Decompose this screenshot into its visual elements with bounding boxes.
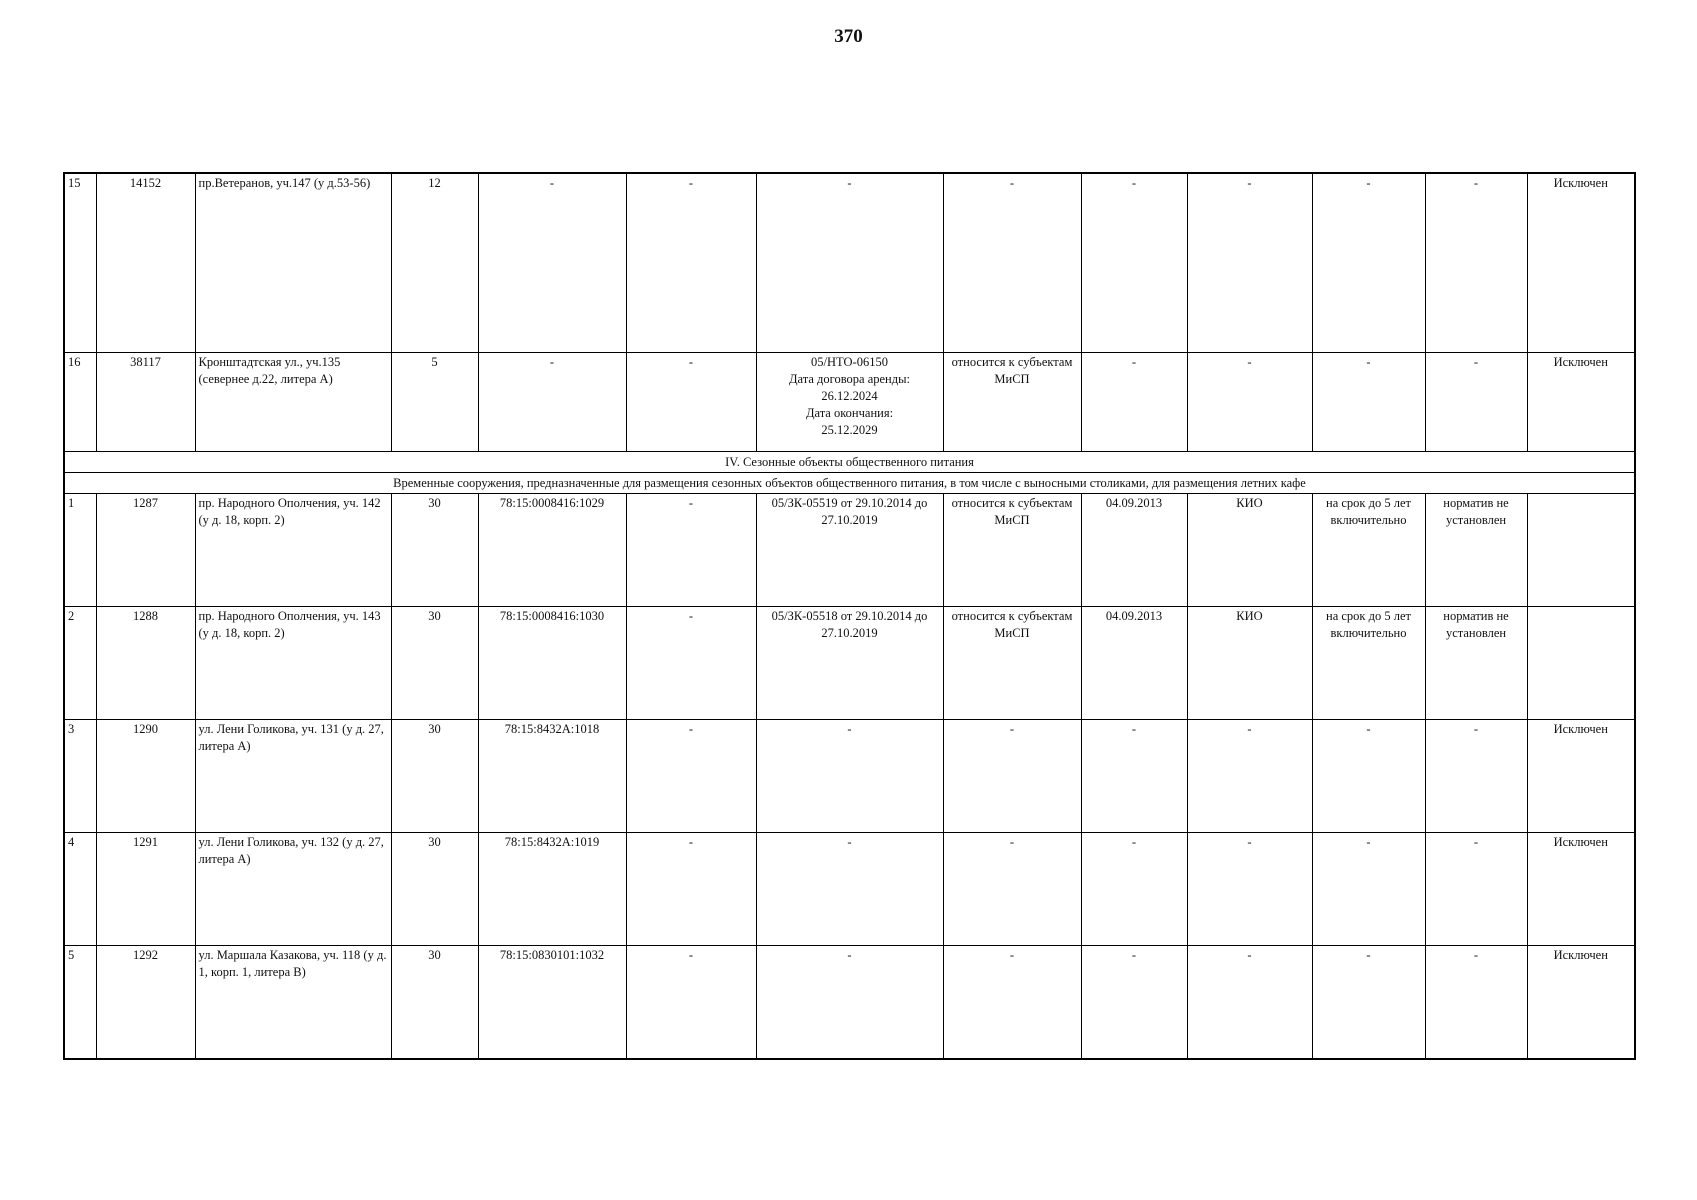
cadastral-number-cell: - [478,353,626,452]
norm-cell: - [1425,353,1527,452]
address-cell: пр. Народного Ополчения, уч. 143 (у д. 18, корп. 2) [195,607,391,720]
object-id-cell: 1290 [96,720,195,833]
column-5-cell: - [626,494,756,607]
row-number-cell: 2 [64,607,96,720]
table-row [64,946,1635,1060]
contract-line: 05/НТО-06150 [811,355,888,369]
contract-info-cell [756,607,943,720]
column-5-cell: - [626,946,756,1060]
contract-line: - [847,948,852,962]
contract-line: 25.12.2029 [821,423,878,437]
smsp-status-cell: - [943,946,1081,1060]
term-cell: на срок до 5 лет включительно [1312,607,1425,720]
object-id-cell: 38117 [96,353,195,452]
table-row [64,607,1635,720]
date-cell: - [1081,946,1187,1060]
cadastral-number-cell: 78:15:8432А:1019 [478,833,626,946]
norm-cell: - [1425,833,1527,946]
address-cell: пр. Народного Ополчения, уч. 142 (у д. 18, корп. 2) [195,494,391,607]
area-cell: 30 [391,494,478,607]
date-cell: 04.09.2013 [1081,607,1187,720]
column-5-cell: - [626,607,756,720]
row-number-cell: 16 [64,353,96,452]
section-header [64,452,1635,494]
smsp-status-cell: относится к субъектам МиСП [943,494,1081,607]
area-cell: 30 [391,607,478,720]
column-5-cell: - [626,353,756,452]
organization-cell: - [1187,720,1312,833]
norm-cell: норматив не установлен [1425,494,1527,607]
column-5-cell: - [626,720,756,833]
date-cell: - [1081,720,1187,833]
contract-info-cell [756,720,943,833]
column-5-cell: - [626,173,756,353]
norm-cell: - [1425,720,1527,833]
address-cell: Кронштадтская ул., уч.135 (севернее д.22, литера А) [195,353,391,452]
term-cell: на срок до 5 лет включительно [1312,494,1425,607]
row-number-cell: 3 [64,720,96,833]
date-cell: 04.09.2013 [1081,494,1187,607]
smsp-status-cell: - [943,720,1081,833]
contract-line: Дата договора аренды: [789,372,910,386]
area-cell: 30 [391,833,478,946]
organization-cell: - [1187,353,1312,452]
contract-info-cell [756,494,943,607]
cadastral-number-cell: 78:15:8432А:1018 [478,720,626,833]
object-id-cell: 1292 [96,946,195,1060]
smsp-status-cell: - [943,833,1081,946]
note-cell [1527,494,1635,607]
contract-line: Дата окончания: [805,406,894,420]
contract-line: 05/ЗК-05519 от 29.10.2014 до 27.10.2019 [771,496,928,527]
contract-line: - [847,722,852,736]
note-cell: Исключен [1527,173,1635,353]
area-cell: 30 [391,946,478,1060]
cadastral-number-cell: - [478,173,626,353]
organization-cell: - [1187,833,1312,946]
table-body-top [64,173,1635,452]
smsp-status-cell: относится к субъектам МиСП [943,353,1081,452]
contract-line: - [847,835,852,849]
object-id-cell: 1291 [96,833,195,946]
address-cell: ул. Лени Голикова, уч. 131 (у д. 27, литера А) [195,720,391,833]
norm-cell: - [1425,946,1527,1060]
object-id-cell: 1287 [96,494,195,607]
contract-line: 05/ЗК-05518 от 29.10.2014 до 27.10.2019 [771,609,928,640]
address-cell: ул. Маршала Казакова, уч. 118 (у д. 1, корп. 1, литера В) [195,946,391,1060]
term-cell: - [1312,833,1425,946]
section-title: IV. Сезонные объекты общественного питания [64,452,1635,473]
table-body-bottom [64,494,1635,1060]
contract-line: - [847,176,852,190]
contract-line: 26.12.2024 [821,389,878,403]
term-cell: - [1312,946,1425,1060]
table-row [64,173,1635,353]
register-table [63,172,1636,1060]
smsp-status-cell: - [943,173,1081,353]
organization-cell: - [1187,173,1312,353]
organization-cell: КИО [1187,494,1312,607]
contract-info-cell [756,946,943,1060]
note-cell: Исключен [1527,353,1635,452]
table-row [64,833,1635,946]
address-cell: пр.Ветеранов, уч.147 (у д.53-56) [195,173,391,353]
contract-info-cell [756,173,943,353]
contract-info-cell [756,833,943,946]
object-id-cell: 1288 [96,607,195,720]
object-id-cell: 14152 [96,173,195,353]
row-number-cell: 4 [64,833,96,946]
organization-cell: - [1187,946,1312,1060]
note-cell: Исключен [1527,720,1635,833]
row-number-cell: 5 [64,946,96,1060]
date-cell: - [1081,173,1187,353]
address-cell: ул. Лени Голикова, уч. 132 (у д. 27, литера А) [195,833,391,946]
term-cell: - [1312,173,1425,353]
note-cell: Исключен [1527,946,1635,1060]
column-5-cell: - [626,833,756,946]
date-cell: - [1081,833,1187,946]
cadastral-number-cell: 78:15:0008416:1030 [478,607,626,720]
organization-cell: КИО [1187,607,1312,720]
norm-cell: норматив не установлен [1425,607,1527,720]
table-row [64,494,1635,607]
table-row [64,353,1635,452]
note-cell [1527,607,1635,720]
area-cell: 30 [391,720,478,833]
cadastral-number-cell: 78:15:0830101:1032 [478,946,626,1060]
area-cell: 12 [391,173,478,353]
date-cell: - [1081,353,1187,452]
row-number-cell: 1 [64,494,96,607]
page-number: 370 [834,26,863,47]
section-subtitle: Временные сооружения, предназначенные для размещения сезонных объектов общественного питания, в том числе с выносными столиками, для размещения летних кафе [64,473,1635,494]
norm-cell: - [1425,173,1527,353]
smsp-status-cell: относится к субъектам МиСП [943,607,1081,720]
contract-info-cell [756,353,943,452]
row-number-cell: 15 [64,173,96,353]
term-cell: - [1312,720,1425,833]
area-cell: 5 [391,353,478,452]
cadastral-number-cell: 78:15:0008416:1029 [478,494,626,607]
note-cell: Исключен [1527,833,1635,946]
table-row [64,720,1635,833]
term-cell: - [1312,353,1425,452]
